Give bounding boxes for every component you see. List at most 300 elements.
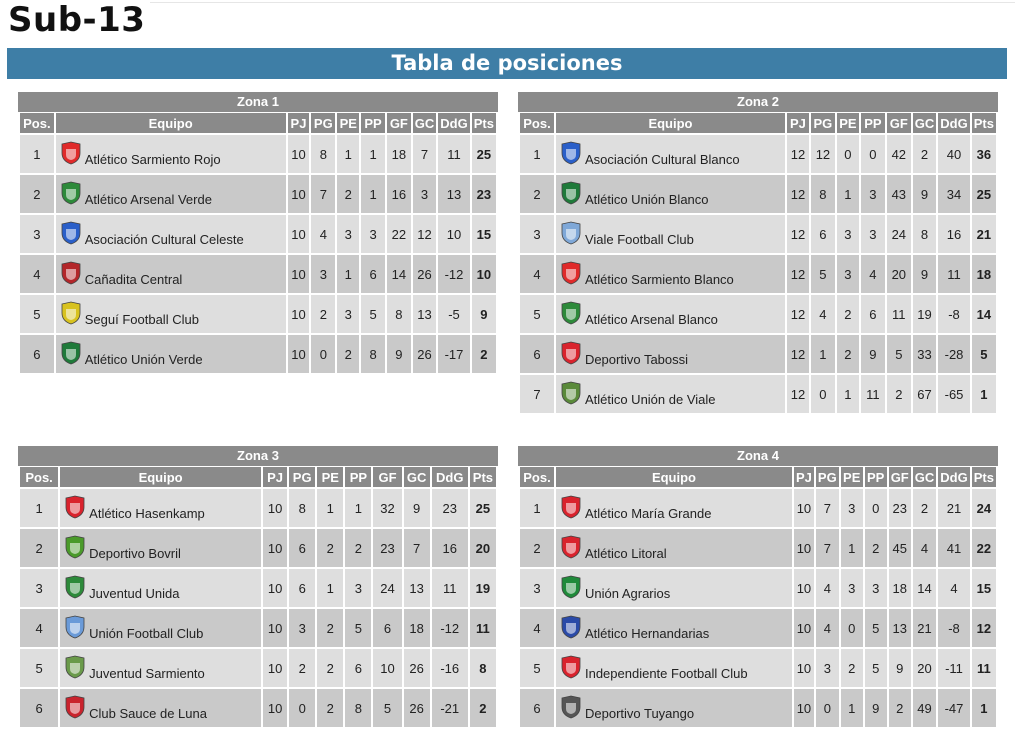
pg-cell: 8 bbox=[811, 175, 835, 213]
table-row bbox=[20, 609, 496, 647]
team-cell[interactable] bbox=[556, 489, 792, 527]
pts-cell: 19 bbox=[470, 569, 496, 607]
gc-cell: 4 bbox=[913, 529, 937, 567]
pe-cell: 2 bbox=[337, 335, 359, 373]
pts-cell: 11 bbox=[470, 609, 496, 647]
column-header[interactable]: Pts bbox=[972, 467, 996, 487]
pp-cell: 3 bbox=[861, 215, 885, 253]
team-cell[interactable] bbox=[60, 569, 261, 607]
pj-cell: 10 bbox=[794, 689, 814, 727]
ddg-cell: -5 bbox=[438, 295, 469, 333]
pg-cell: 4 bbox=[811, 295, 835, 333]
table-row bbox=[20, 135, 496, 173]
team-cell[interactable] bbox=[56, 295, 286, 333]
column-header[interactable]: PP bbox=[345, 467, 371, 487]
team-name[interactable]: Atlético Unión Blanco bbox=[584, 192, 709, 207]
pp-cell: 1 bbox=[361, 175, 385, 213]
pts-cell: 25 bbox=[470, 489, 496, 527]
table-row bbox=[520, 529, 996, 567]
ddg-cell: -16 bbox=[432, 649, 468, 687]
position-cell: 4 bbox=[520, 255, 554, 293]
column-header[interactable]: PJ bbox=[794, 467, 814, 487]
zone-2-table bbox=[518, 92, 998, 415]
shield-black-white-icon bbox=[560, 695, 582, 719]
pp-cell: 5 bbox=[345, 609, 371, 647]
pg-cell: 0 bbox=[289, 689, 315, 727]
pts-cell: 20 bbox=[470, 529, 496, 567]
gc-cell: 26 bbox=[404, 689, 430, 727]
column-header[interactable]: GF bbox=[889, 467, 911, 487]
pg-cell: 8 bbox=[311, 135, 335, 173]
table-row bbox=[20, 489, 496, 527]
pp-cell: 4 bbox=[861, 255, 885, 293]
position-cell: 2 bbox=[520, 529, 554, 567]
gc-cell: 8 bbox=[913, 215, 937, 253]
shield-green-red-icon bbox=[560, 381, 582, 405]
pe-cell: 3 bbox=[841, 569, 863, 607]
pg-cell: 0 bbox=[811, 375, 835, 413]
ddg-cell: 40 bbox=[938, 135, 969, 173]
gf-cell: 20 bbox=[887, 255, 911, 293]
pg-cell: 5 bbox=[811, 255, 835, 293]
pg-cell: 1 bbox=[811, 335, 835, 373]
column-header[interactable]: PG bbox=[311, 113, 335, 133]
gf-cell: 42 bbox=[887, 135, 911, 173]
pj-cell: 12 bbox=[787, 255, 809, 293]
ddg-cell: -12 bbox=[432, 609, 468, 647]
shield-red-black-icon bbox=[60, 261, 82, 285]
zone-4-table bbox=[518, 446, 998, 729]
column-header[interactable]: PG bbox=[811, 113, 835, 133]
pj-cell: 10 bbox=[263, 609, 287, 647]
position-cell: 4 bbox=[520, 609, 554, 647]
table-row bbox=[520, 295, 996, 333]
shield-blue-star-icon bbox=[560, 141, 582, 165]
pts-cell: 14 bbox=[972, 295, 996, 333]
gf-cell: 10 bbox=[373, 649, 401, 687]
column-header[interactable]: DdG bbox=[432, 467, 468, 487]
column-header[interactable]: Pts bbox=[470, 467, 496, 487]
pts-cell: 22 bbox=[972, 529, 996, 567]
team-name[interactable]: Atlético Hernandarias bbox=[584, 626, 710, 641]
gf-cell: 24 bbox=[887, 215, 911, 253]
gf-cell: 5 bbox=[887, 335, 911, 373]
column-header[interactable]: Equipo bbox=[556, 113, 785, 133]
pe-cell: 1 bbox=[337, 255, 359, 293]
position-cell: 5 bbox=[20, 649, 58, 687]
team-name[interactable]: Atlético Unión Verde bbox=[84, 352, 203, 367]
pg-cell: 3 bbox=[289, 609, 315, 647]
table-row bbox=[20, 529, 496, 567]
position-cell: 5 bbox=[20, 295, 54, 333]
column-header[interactable]: DdG bbox=[438, 113, 469, 133]
column-header[interactable]: PE bbox=[841, 467, 863, 487]
ddg-cell: 23 bbox=[432, 489, 468, 527]
gf-cell: 45 bbox=[889, 529, 911, 567]
team-cell[interactable] bbox=[556, 609, 792, 647]
ddg-cell: 11 bbox=[438, 135, 469, 173]
pe-cell: 3 bbox=[337, 295, 359, 333]
table-row bbox=[520, 135, 996, 173]
column-header[interactable]: DdG bbox=[938, 113, 969, 133]
ddg-cell: 10 bbox=[438, 215, 469, 253]
pe-cell: 1 bbox=[317, 489, 343, 527]
position-cell: 6 bbox=[520, 689, 554, 727]
pj-cell: 10 bbox=[794, 489, 814, 527]
gf-cell: 18 bbox=[889, 569, 911, 607]
pe-cell: 3 bbox=[837, 215, 859, 253]
gc-cell: 2 bbox=[913, 135, 937, 173]
gc-cell: 26 bbox=[413, 335, 437, 373]
team-cell[interactable] bbox=[56, 135, 286, 173]
pj-cell: 10 bbox=[263, 689, 287, 727]
gf-cell: 22 bbox=[387, 215, 411, 253]
pj-cell: 12 bbox=[787, 135, 809, 173]
pj-cell: 12 bbox=[787, 335, 809, 373]
team-name[interactable]: Atlético Unión de Viale bbox=[584, 392, 716, 407]
position-cell: 3 bbox=[20, 215, 54, 253]
pp-cell: 2 bbox=[865, 529, 887, 567]
gc-cell: 18 bbox=[404, 609, 430, 647]
team-name[interactable]: Club Sauce de Luna bbox=[89, 706, 207, 721]
ddg-cell: -47 bbox=[938, 689, 969, 727]
column-header[interactable]: PE bbox=[317, 467, 343, 487]
shield-red-white-icon bbox=[64, 695, 86, 719]
pp-cell: 0 bbox=[861, 135, 885, 173]
ddg-cell: -21 bbox=[432, 689, 468, 727]
team-cell[interactable] bbox=[556, 529, 792, 567]
pp-cell: 8 bbox=[345, 689, 371, 727]
team-name[interactable]: Asociación Cultural Blanco bbox=[584, 152, 740, 167]
column-header[interactable]: PE bbox=[837, 113, 859, 133]
column-header[interactable]: GC bbox=[413, 113, 437, 133]
ddg-cell: 34 bbox=[938, 175, 969, 213]
pe-cell: 2 bbox=[837, 295, 859, 333]
pts-cell: 1 bbox=[972, 375, 996, 413]
position-cell: 2 bbox=[20, 175, 54, 213]
table-row bbox=[20, 335, 496, 373]
column-header[interactable]: Pos. bbox=[520, 467, 554, 487]
gc-cell: 33 bbox=[913, 335, 937, 373]
column-header[interactable]: GF bbox=[387, 113, 411, 133]
gf-cell: 18 bbox=[387, 135, 411, 173]
table-row bbox=[520, 489, 996, 527]
team-name[interactable]: Atlético Arsenal Blanco bbox=[584, 312, 718, 327]
column-header[interactable]: Pos. bbox=[520, 113, 554, 133]
team-cell[interactable] bbox=[60, 489, 261, 527]
ddg-cell: -65 bbox=[938, 375, 969, 413]
team-name[interactable]: Unión Football Club bbox=[89, 626, 204, 641]
team-cell[interactable] bbox=[556, 215, 785, 253]
table-row bbox=[520, 609, 996, 647]
ddg-cell: 16 bbox=[432, 529, 468, 567]
standings-table bbox=[518, 111, 998, 415]
team-name[interactable]: Juventud Sarmiento bbox=[89, 666, 205, 681]
ddg-cell: -28 bbox=[938, 335, 969, 373]
ddg-cell: 11 bbox=[432, 569, 468, 607]
pe-cell: 1 bbox=[837, 375, 859, 413]
position-cell: 6 bbox=[20, 689, 58, 727]
team-name[interactable]: Cañadita Central bbox=[84, 272, 183, 287]
team-name[interactable]: Atlético Hasenkamp bbox=[89, 506, 205, 521]
pp-cell: 2 bbox=[345, 529, 371, 567]
table-row bbox=[520, 175, 996, 213]
team-cell[interactable] bbox=[556, 649, 792, 687]
pts-cell: 15 bbox=[972, 569, 996, 607]
position-cell: 5 bbox=[520, 649, 554, 687]
gc-cell: 26 bbox=[413, 255, 437, 293]
gc-cell: 2 bbox=[913, 489, 937, 527]
zone-title: Zona 2 bbox=[518, 92, 998, 112]
team-name[interactable]: Deportivo Tabossi bbox=[584, 352, 689, 367]
team-cell[interactable] bbox=[60, 529, 261, 567]
table-row bbox=[20, 295, 496, 333]
pts-cell: 2 bbox=[470, 689, 496, 727]
shield-red-icon bbox=[560, 495, 582, 519]
gc-cell: 19 bbox=[913, 295, 937, 333]
team-cell[interactable] bbox=[556, 175, 785, 213]
pj-cell: 10 bbox=[794, 569, 814, 607]
team-name[interactable]: Asociación Cultural Celeste bbox=[84, 232, 244, 247]
pj-cell: 10 bbox=[288, 215, 310, 253]
pe-cell: 0 bbox=[841, 609, 863, 647]
pg-cell: 0 bbox=[311, 335, 335, 373]
position-cell: 7 bbox=[520, 375, 554, 413]
pe-cell: 3 bbox=[841, 489, 863, 527]
table-row bbox=[520, 375, 996, 413]
pg-cell: 4 bbox=[311, 215, 335, 253]
gf-cell: 43 bbox=[887, 175, 911, 213]
zone-1-table bbox=[18, 92, 498, 375]
standings-table bbox=[518, 465, 998, 729]
team-cell[interactable] bbox=[556, 255, 785, 293]
gc-cell: 12 bbox=[413, 215, 437, 253]
column-header[interactable]: DdG bbox=[938, 467, 969, 487]
position-cell: 1 bbox=[20, 135, 54, 173]
zone-title: Zona 1 bbox=[18, 92, 498, 112]
team-cell[interactable] bbox=[556, 375, 785, 413]
table-row bbox=[520, 335, 996, 373]
position-cell: 3 bbox=[520, 569, 554, 607]
gc-cell: 14 bbox=[913, 569, 937, 607]
ddg-cell: 16 bbox=[938, 215, 969, 253]
pts-cell: 9 bbox=[472, 295, 496, 333]
team-name[interactable]: Unión Agrarios bbox=[584, 586, 671, 601]
pj-cell: 12 bbox=[787, 215, 809, 253]
pp-cell: 6 bbox=[345, 649, 371, 687]
team-name[interactable]: Juventud Unida bbox=[89, 586, 180, 601]
team-name[interactable]: Independiente Football Club bbox=[584, 666, 748, 681]
team-name[interactable]: Atlético Sarmiento Blanco bbox=[584, 272, 734, 287]
table-row bbox=[20, 569, 496, 607]
pts-cell: 2 bbox=[472, 335, 496, 373]
pj-cell: 10 bbox=[288, 135, 310, 173]
team-name[interactable]: Deportivo Bovril bbox=[89, 546, 181, 561]
pp-cell: 3 bbox=[865, 569, 887, 607]
table-row bbox=[20, 255, 496, 293]
pj-cell: 10 bbox=[288, 175, 310, 213]
column-header[interactable]: PP bbox=[861, 113, 885, 133]
team-cell[interactable] bbox=[60, 649, 261, 687]
pp-cell: 5 bbox=[865, 649, 887, 687]
pg-cell: 2 bbox=[311, 295, 335, 333]
column-header[interactable]: PG bbox=[289, 467, 315, 487]
gc-cell: 49 bbox=[913, 689, 937, 727]
shield-green-icon bbox=[60, 341, 82, 365]
pj-cell: 10 bbox=[794, 649, 814, 687]
pts-cell: 1 bbox=[972, 689, 996, 727]
team-name[interactable]: Atlético Litoral bbox=[584, 546, 667, 561]
pg-cell: 6 bbox=[289, 529, 315, 567]
pe-cell: 2 bbox=[317, 529, 343, 567]
team-cell[interactable] bbox=[556, 135, 785, 173]
shield-blue-red-icon bbox=[560, 615, 582, 639]
pp-cell: 1 bbox=[361, 135, 385, 173]
table-row bbox=[520, 649, 996, 687]
pe-cell: 2 bbox=[317, 609, 343, 647]
column-header[interactable]: PP bbox=[865, 467, 887, 487]
pg-cell: 6 bbox=[289, 569, 315, 607]
pe-cell: 1 bbox=[317, 569, 343, 607]
column-header[interactable]: PP bbox=[361, 113, 385, 133]
header-row bbox=[520, 113, 996, 133]
pts-cell: 24 bbox=[972, 489, 996, 527]
shield-lightblue-icon bbox=[64, 615, 86, 639]
pts-cell: 15 bbox=[472, 215, 496, 253]
column-header[interactable]: Pos. bbox=[20, 467, 58, 487]
pe-cell: 1 bbox=[837, 175, 859, 213]
column-header[interactable]: Pos. bbox=[20, 113, 54, 133]
shield-lightblue-icon bbox=[560, 221, 582, 245]
column-header[interactable]: GC bbox=[913, 113, 937, 133]
pj-cell: 10 bbox=[288, 295, 310, 333]
column-header[interactable]: PE bbox=[337, 113, 359, 133]
team-name[interactable]: Atlético Arsenal Verde bbox=[84, 192, 212, 207]
team-name[interactable]: Deportivo Tuyango bbox=[584, 706, 695, 721]
pg-cell: 4 bbox=[816, 569, 839, 607]
team-cell[interactable] bbox=[556, 689, 792, 727]
pj-cell: 10 bbox=[794, 609, 814, 647]
gc-cell: 9 bbox=[913, 255, 937, 293]
pts-cell: 36 bbox=[972, 135, 996, 173]
team-name[interactable]: Atlético María Grande bbox=[584, 506, 712, 521]
pe-cell: 2 bbox=[837, 335, 859, 373]
column-header[interactable]: PJ bbox=[288, 113, 310, 133]
pg-cell: 6 bbox=[811, 215, 835, 253]
team-name[interactable]: Viale Football Club bbox=[584, 232, 694, 247]
column-header[interactable]: Equipo bbox=[60, 467, 261, 487]
team-cell[interactable] bbox=[56, 215, 286, 253]
pts-cell: 10 bbox=[472, 255, 496, 293]
gf-cell: 32 bbox=[373, 489, 401, 527]
gc-cell: 7 bbox=[413, 135, 437, 173]
header-row bbox=[520, 467, 996, 487]
pe-cell: 1 bbox=[841, 689, 863, 727]
top-divider bbox=[150, 2, 1015, 3]
pg-cell: 4 bbox=[816, 609, 839, 647]
ddg-cell: -8 bbox=[938, 609, 969, 647]
column-header[interactable]: Equipo bbox=[556, 467, 792, 487]
position-cell: 2 bbox=[20, 529, 58, 567]
zone-3-table bbox=[18, 446, 498, 729]
pg-cell: 12 bbox=[811, 135, 835, 173]
column-header[interactable]: PG bbox=[816, 467, 839, 487]
column-header[interactable]: PJ bbox=[263, 467, 287, 487]
header-row bbox=[20, 467, 496, 487]
column-header[interactable]: Pts bbox=[472, 113, 496, 133]
shield-green-icon bbox=[64, 575, 86, 599]
team-cell[interactable] bbox=[60, 689, 261, 727]
gc-cell: 20 bbox=[913, 649, 937, 687]
pj-cell: 10 bbox=[288, 335, 310, 373]
position-cell: 1 bbox=[20, 489, 58, 527]
team-cell[interactable] bbox=[56, 335, 286, 373]
pe-cell: 1 bbox=[337, 135, 359, 173]
pp-cell: 5 bbox=[361, 295, 385, 333]
shield-yellow-black-icon bbox=[60, 301, 82, 325]
team-cell[interactable] bbox=[56, 175, 286, 213]
standings-banner: Tabla de posiciones bbox=[7, 48, 1007, 79]
team-name[interactable]: Seguí Football Club bbox=[84, 312, 199, 327]
pts-cell: 8 bbox=[470, 649, 496, 687]
pe-cell: 3 bbox=[337, 215, 359, 253]
gf-cell: 9 bbox=[889, 649, 911, 687]
table-row bbox=[520, 689, 996, 727]
pe-cell: 2 bbox=[317, 689, 343, 727]
table-row bbox=[20, 215, 496, 253]
team-cell[interactable] bbox=[556, 335, 785, 373]
column-header[interactable]: GC bbox=[404, 467, 430, 487]
shield-green-icon bbox=[560, 181, 582, 205]
team-cell[interactable] bbox=[556, 295, 785, 333]
column-header[interactable]: Pts bbox=[972, 113, 996, 133]
column-header[interactable]: GF bbox=[887, 113, 911, 133]
table-row bbox=[20, 175, 496, 213]
pe-cell: 3 bbox=[837, 255, 859, 293]
pg-cell: 7 bbox=[816, 529, 839, 567]
column-header[interactable]: GF bbox=[373, 467, 401, 487]
position-cell: 6 bbox=[20, 335, 54, 373]
pj-cell: 10 bbox=[263, 529, 287, 567]
column-header[interactable]: Equipo bbox=[56, 113, 286, 133]
pg-cell: 7 bbox=[816, 489, 839, 527]
team-cell[interactable] bbox=[56, 255, 286, 293]
pp-cell: 9 bbox=[861, 335, 885, 373]
pts-cell: 5 bbox=[972, 335, 996, 373]
column-header[interactable]: PJ bbox=[787, 113, 809, 133]
team-cell[interactable] bbox=[556, 569, 792, 607]
pj-cell: 10 bbox=[794, 529, 814, 567]
pg-cell: 2 bbox=[289, 649, 315, 687]
shield-green-yellow-icon bbox=[64, 535, 86, 559]
shield-green-white-icon bbox=[560, 301, 582, 325]
pts-cell: 18 bbox=[972, 255, 996, 293]
pg-cell: 3 bbox=[816, 649, 839, 687]
shield-red-icon bbox=[560, 261, 582, 285]
team-name[interactable]: Atlético Sarmiento Rojo bbox=[84, 152, 221, 167]
shield-blue-star-icon bbox=[60, 221, 82, 245]
ddg-cell: -12 bbox=[438, 255, 469, 293]
ddg-cell: -8 bbox=[938, 295, 969, 333]
pp-cell: 1 bbox=[345, 489, 371, 527]
team-cell[interactable] bbox=[60, 609, 261, 647]
zone-title: Zona 3 bbox=[18, 446, 498, 466]
position-cell: 3 bbox=[20, 569, 58, 607]
column-header[interactable]: GC bbox=[913, 467, 937, 487]
pp-cell: 5 bbox=[865, 609, 887, 647]
pe-cell: 2 bbox=[317, 649, 343, 687]
shield-green-white-icon bbox=[60, 181, 82, 205]
